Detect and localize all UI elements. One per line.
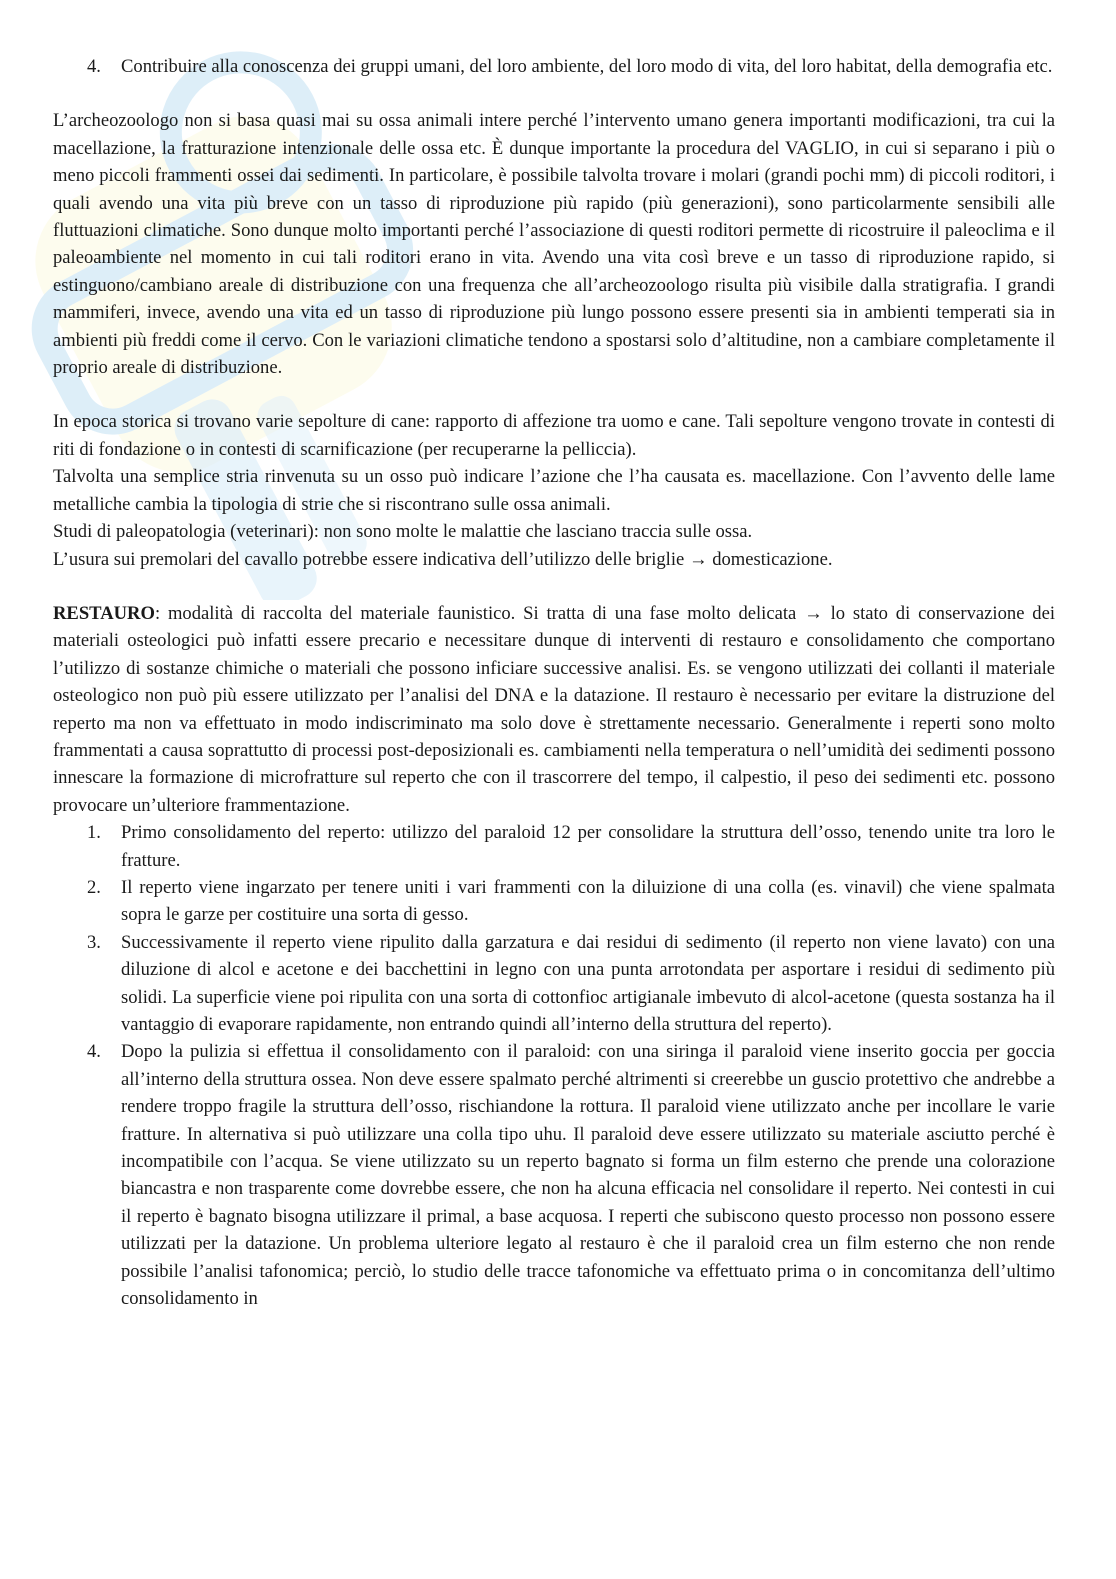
list-number: 4. (87, 1041, 101, 1063)
list-item (53, 929, 1055, 1039)
list-text: Primo consolidamento del reperto: utilizzo del paraloid 12 per consolidare la struttura dell’osso, tenendo unite tra loro le fratture. (121, 822, 1055, 871)
intro-list (53, 53, 1055, 80)
restauro-intro: : modalità di raccolta del materiale faunistico. Si tratta di una fase molto delicata (154, 602, 797, 624)
document-body (53, 53, 1055, 1312)
arrow-icon: → (804, 602, 823, 624)
list-text: Dopo la pulizia si effettua il consolidamento con il paraloid: con una siringa il paraloid viene inserito goccia per goccia all’interno della struttura ossea. Non deve essere spalmato perché altrimenti si creerebbe un guscio protettivo che andrebbe a rendere troppo fragile la struttura dell’osso, rischiandone la rottura. Il paraloid viene utilizzato anche per incollare le varie fratture. In alternativa si può utilizzare una colla tipo uhu. Il paraloid deve essere utilizzato su materiale asciutto perché è incompatibile con l’acqua. Se viene utilizzato su un reperto bagnato si forma un film esterno che prende una colorazione biancastra e non trasparente come dovrebbe essere, che non ha alcuna efficacia nel consolidare il reperto. Nei contesti in cui il reperto è bagnato bisogna utilizzare il primal, a base acquosa. I reperti che subiscono questo processo non possono essere utilizzati per la datazione. Un problema ulteriore legato al restauro è che il paraloid crea un film esterno che non rende possibile l’analisi tafonomica; perciò, lo studio delle tracce tafonomiche va effettuato prima o in concomitanza dell’ultimo consolidamento in (121, 1041, 1055, 1310)
paragraph-archeozoologo: L’archeozoologo non si basa quasi mai su ossa animali intere perché l’intervento umano genera importanti modificazioni, tra cui la macellazione, la fratturazione intenzionale delle ossa etc. È dunque importante la procedura del VAGLIO, in cui si separano i più o meno piccoli frammenti ossei dai sedimenti. In particolare, è possibile talvolta trovare i molari (grandi pochi mm) di piccoli roditori, i quali avendo una vita più breve con un tasso di riproduzione più rapido (più generazioni), sono particolarmente sensibili alle fluttuazioni climatiche. Sono dunque molto importanti perché l’associazione di questi roditori permette di ricostruire il paleoclima e il paleoambiente nel momento in cui tali roditori erano in vita. Avendo una vita così breve e un tasso di riproduzione rapido, si estinguono/cambiano areale di distribuzione con una frequenza che all’archeozoologo risulta più visibile dalla stratigrafia. I grandi mammiferi, invece, avendo una vita ed un tasso di riproduzione più lungo possono essere presenti sia in ambienti temperati sia in ambienti più freddi come il cervo. Con le variazioni climatiche tendono a spostarsi solo d’altitudine, non a cambiare completamente il proprio areale di distribuzione. (53, 110, 1055, 379)
usura-conclusion: domesticazione. (712, 548, 833, 570)
paragraph-paleopatologia: Studi di paleopatologia (veterinari): non sono molte le malattie che lasciano traccia sulle ossa. (53, 521, 753, 543)
list-item (53, 819, 1055, 874)
list-item (53, 874, 1055, 929)
list-text: Successivamente il reperto viene ripulito dalla garzatura e dai residui di sedimento (il reperto non viene lavato) con una diluzione di alcol e acetone e dei bacchettini in legno con una punta arrotondata per asportare i residui di sedimento più solidi. La superficie viene poi ripulita con una sorta di cottonfioc artigianale imbevuto di alcol-acetone (questa sostanza ha il vantaggio di evaporare rapidamente, non entrando quindi all’interno della struttura del reperto). (121, 931, 1055, 1035)
paragraph-sepolture: In epoca storica si trovano varie sepolture di cane: rapporto di affezione tra uomo e cane. Tali sepolture vengono trovate in contesti di riti di fondazione o in contesti di scarnificazione (per recuperarne la pelliccia). (53, 411, 1055, 460)
list-text: Il reperto viene ingarzato per tenere uniti i vari frammenti con la diluizione di una colla (es. vinavil) che viene spalmata sopra le garze per costituire una sorta di gesso. (121, 876, 1055, 926)
restauro-steps (53, 819, 1055, 1312)
list-number: 2. (87, 876, 101, 898)
paragraph-strie: Talvolta una semplice stria rinvenuta su un osso può indicare l’azione che l’ha causata es. macellazione. Con l’avvento delle lame metalliche cambia la tipologia di strie che si riscontrano sulle ossa animali. (53, 466, 1055, 515)
list-number: 4. (87, 56, 101, 77)
restauro-heading: RESTAURO (53, 602, 155, 624)
paragraph-usura (53, 546, 1055, 573)
list-number: 1. (87, 822, 101, 844)
list-item (53, 1038, 1055, 1312)
list-text: Contribuire alla conoscenza dei gruppi umani, del loro ambiente, del loro modo di vita, del loro habitat, della demografia etc. (121, 56, 1053, 77)
restauro-body: lo stato di conservazione dei materiali osteologici può infatti essere precario e necessitare dunque di interventi di restauro e consolidamento che comportano l’utilizzo di sostanze chimiche o materiali che possono inficiare successive analisi. Es. se vengono utilizzati dei collanti il materiale osteologico non può più essere utilizzato per l’analisi del DNA e la datazione. Il restauro è necessario per evitare la distruzione del reperto ma non va effettuato in modo indiscriminato ma solo dove è strettamente necessario. Generalmente i reperti sono molto frammentati a causa soprattutto di processi post-deposizionali es. cambiamenti nella temperatura o nell’umidità dei sedimenti possono innescare la formazione di microfratture sul reperto che con il trascorrere del tempo, il calpestio, il peso dei sedimenti etc. possono provocare un’ulteriore frammentazione. (53, 602, 1055, 816)
list-item (53, 53, 1055, 80)
arrow-icon: → (688, 548, 708, 570)
list-number: 3. (87, 931, 101, 953)
usura-text: L’usura sui premolari del cavallo potrebbe essere indicativa dell’utilizzo delle briglie (53, 548, 685, 570)
paragraph-restauro (53, 600, 1055, 819)
